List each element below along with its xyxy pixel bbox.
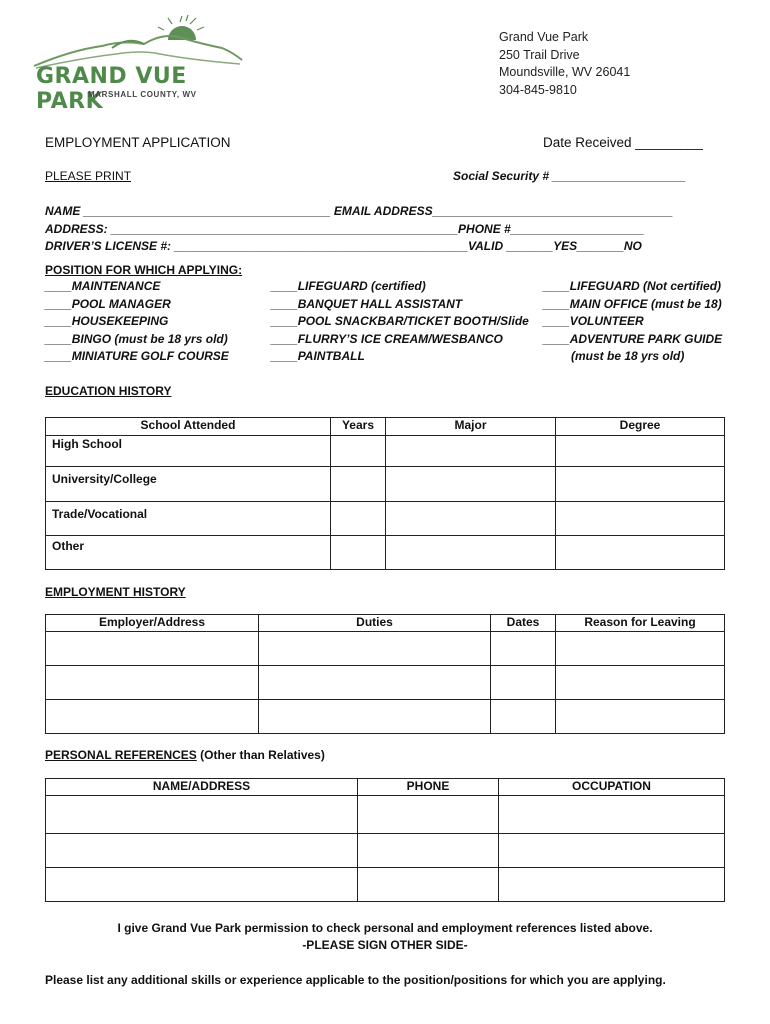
education-table xyxy=(45,417,725,570)
page-title: EMPLOYMENT APPLICATION xyxy=(45,135,231,150)
table-cell[interactable] xyxy=(46,868,358,902)
positions-column-3 xyxy=(543,278,722,366)
references-col-name: NAME/ADDRESS xyxy=(46,779,358,796)
table-row xyxy=(46,536,725,570)
table-cell[interactable] xyxy=(386,467,556,502)
table-cell[interactable] xyxy=(259,700,491,734)
employment-col-dates: Dates xyxy=(491,615,556,632)
table-cell[interactable] xyxy=(46,796,358,834)
position-option[interactable]: ____MINIATURE GOLF COURSE xyxy=(45,349,229,363)
table-cell[interactable] xyxy=(46,700,259,734)
table-cell[interactable] xyxy=(386,436,556,467)
name-email-line[interactable]: NAME _____________________________________ EMAIL ADDRESS____________________________________ xyxy=(45,204,673,218)
employment-table xyxy=(45,614,725,734)
logo-subtitle: MARSHALL COUNTY, WV xyxy=(88,90,197,99)
table-cell[interactable] xyxy=(556,666,725,700)
position-option[interactable]: ____HOUSEKEEPING xyxy=(45,314,169,328)
table-row xyxy=(46,467,725,502)
table-row xyxy=(46,796,725,834)
education-row-label: Trade/Vocational xyxy=(46,502,331,536)
table-cell[interactable] xyxy=(358,834,499,868)
employment-col-duties: Duties xyxy=(259,615,491,632)
org-name: Grand Vue Park xyxy=(499,30,589,44)
table-cell[interactable] xyxy=(358,868,499,902)
table-cell[interactable] xyxy=(331,502,386,536)
employment-col-employer: Employer/Address xyxy=(46,615,259,632)
table-row xyxy=(46,436,725,467)
position-option[interactable]: ____ADVENTURE PARK GUIDE xyxy=(543,331,723,346)
ssn-field[interactable]: Social Security # ____________________ xyxy=(453,169,686,183)
education-col-school: School Attended xyxy=(46,418,331,436)
table-row xyxy=(46,834,725,868)
table-cell[interactable] xyxy=(259,632,491,666)
position-option[interactable]: ____FLURRY’S ICE CREAM/WESBANCO xyxy=(271,331,503,346)
table-cell[interactable] xyxy=(556,436,725,467)
sign-other-side-note: -PLEASE SIGN OTHER SIDE- xyxy=(302,938,468,952)
table-cell[interactable] xyxy=(491,632,556,666)
drivers-license-line[interactable]: DRIVER’S LICENSE #: ____________________________________________VALID _______YES_______NO xyxy=(45,239,642,253)
education-row-label: Other xyxy=(46,536,331,570)
position-option[interactable]: ____LIFEGUARD (Not certified) xyxy=(543,279,722,293)
permission-statement: I give Grand Vue Park permission to check personal and employment references listed above. xyxy=(117,921,653,935)
table-cell[interactable] xyxy=(46,834,358,868)
table-cell[interactable] xyxy=(331,436,386,467)
table-row xyxy=(46,868,725,902)
education-col-degree: Degree xyxy=(556,418,725,436)
positions-column-2 xyxy=(271,278,529,366)
position-option[interactable]: ____BANQUET HALL ASSISTANT xyxy=(271,296,463,311)
table-row xyxy=(46,700,725,734)
table-cell[interactable] xyxy=(46,666,259,700)
please-print-note: PLEASE PRINT xyxy=(45,169,132,183)
org-street: 250 Trail Drive xyxy=(499,47,580,62)
position-option[interactable]: ____POOL MANAGER xyxy=(45,296,171,311)
table-cell[interactable] xyxy=(499,796,725,834)
grand-vue-park-logo xyxy=(32,14,244,114)
table-cell[interactable] xyxy=(386,502,556,536)
education-row-label: High School xyxy=(46,436,331,467)
table-cell[interactable] xyxy=(46,632,259,666)
table-cell[interactable] xyxy=(556,467,725,502)
position-option[interactable]: ____BINGO (must be 18 yrs old) xyxy=(45,331,228,346)
table-cell[interactable] xyxy=(499,834,725,868)
position-option[interactable]: ____LIFEGUARD (certified) xyxy=(271,279,426,293)
table-row xyxy=(46,632,725,666)
table-cell[interactable] xyxy=(386,536,556,570)
references-col-occupation: OCCUPATION xyxy=(499,779,725,796)
address-phone-line[interactable]: ADDRESS: ____________________________________________________PHONE #____________________ xyxy=(45,221,645,236)
references-heading-line xyxy=(45,747,325,764)
table-cell[interactable] xyxy=(556,700,725,734)
table-row xyxy=(46,502,725,536)
table-row xyxy=(46,666,725,700)
references-heading-note: (Other than Relatives) xyxy=(200,748,325,762)
position-option-note: (must be 18 yrs old) xyxy=(571,349,685,363)
table-cell[interactable] xyxy=(556,632,725,666)
table-cell[interactable] xyxy=(331,536,386,570)
position-option[interactable]: ____MAIN OFFICE (must be 18) xyxy=(543,296,722,311)
additional-skills-prompt: Please list any additional skills or experience applicable to the position/positions for which you are applying. xyxy=(45,973,666,987)
org-phone: 304-845-9810 xyxy=(499,82,577,97)
table-cell[interactable] xyxy=(331,467,386,502)
table-cell[interactable] xyxy=(556,502,725,536)
table-cell[interactable] xyxy=(491,666,556,700)
table-cell[interactable] xyxy=(499,868,725,902)
education-col-years: Years xyxy=(331,418,386,436)
logo-title: GRAND VUE PARK xyxy=(36,64,187,114)
positions-column-1 xyxy=(45,278,229,366)
employment-heading: EMPLOYMENT HISTORY xyxy=(45,585,186,599)
references-table xyxy=(45,778,725,902)
education-col-major: Major xyxy=(386,418,556,436)
position-option[interactable]: ____PAINTBALL xyxy=(271,349,365,363)
position-option[interactable]: ____MAINTENANCE xyxy=(45,279,161,293)
table-cell[interactable] xyxy=(556,536,725,570)
position-option[interactable]: ____POOL SNACKBAR/TICKET BOOTH/Slide xyxy=(271,314,529,328)
table-cell[interactable] xyxy=(358,796,499,834)
references-heading: PERSONAL REFERENCES xyxy=(45,748,197,762)
positions-heading: POSITION FOR WHICH APPLYING: xyxy=(45,263,243,277)
education-heading: EDUCATION HISTORY xyxy=(45,384,172,398)
employment-col-reason: Reason for Leaving xyxy=(556,615,725,632)
education-row-label: University/College xyxy=(46,467,331,502)
date-received-field[interactable]: Date Received _________ xyxy=(543,135,703,150)
references-col-phone: PHONE xyxy=(358,779,499,796)
org-city: Moundsville, WV 26041 xyxy=(499,65,631,79)
position-option[interactable]: ____VOLUNTEER xyxy=(543,314,644,328)
table-cell[interactable] xyxy=(259,666,491,700)
table-cell[interactable] xyxy=(491,700,556,734)
